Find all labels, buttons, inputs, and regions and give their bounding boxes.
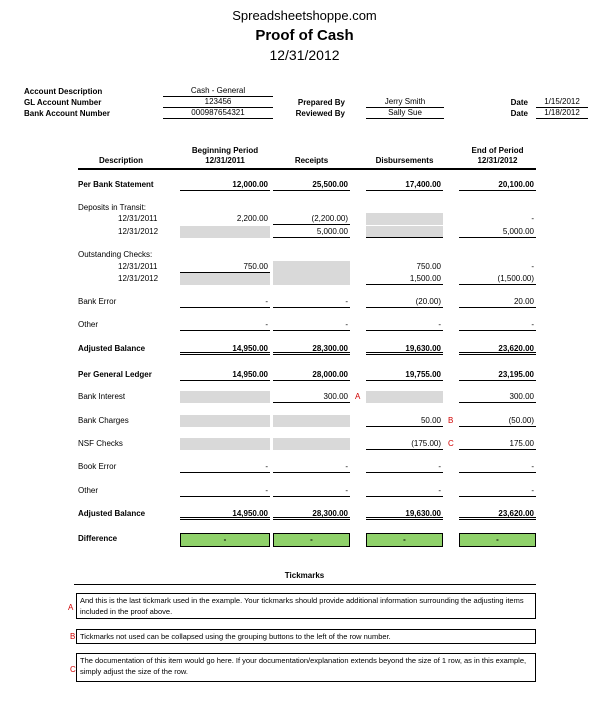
adj2-end-cell: 23,620.00 — [459, 508, 536, 520]
reviewed-by-label: Reviewed By — [295, 109, 345, 118]
gl-account-value: 123456 — [163, 97, 273, 108]
adj2-label: Adjusted Balance — [78, 509, 146, 518]
dit1-end-cell: - — [531, 214, 534, 223]
dit2-label: 12/31/2012 — [118, 227, 159, 236]
difference-dis-cell: - — [366, 533, 443, 547]
nsf-dis-cell: (175.00) — [366, 438, 443, 450]
prepared-by-value: Jerry Smith — [366, 97, 444, 108]
prepared-date-label: Date — [510, 98, 528, 107]
bank-interest-dis-cell — [366, 391, 443, 403]
other2-beg-cell: - — [180, 485, 270, 497]
bank-error-rec-cell: - — [273, 296, 350, 308]
bank-charges-label: Bank Charges — [78, 416, 129, 425]
tickmarks-rule — [74, 584, 536, 585]
tickmark-c-note: The documentation of this item would go here. If your documentation/explanation extends beyond the size of 1 row, as in this example, simply adjust the size of the row. — [76, 653, 536, 682]
col-beginning-1: Beginning Period — [191, 146, 259, 155]
bank-account-value: 000987654321 — [163, 108, 273, 119]
other2-end-cell: - — [459, 485, 536, 497]
dit1-dis-cell — [366, 213, 443, 225]
difference-label: Difference — [78, 534, 118, 543]
book-error-end-cell: - — [459, 461, 536, 473]
reviewed-date-value: 1/18/2012 — [536, 108, 588, 119]
dit2-dis-cell — [366, 226, 443, 238]
oc2-beg-cell — [180, 273, 270, 285]
bank-interest-label: Bank Interest — [78, 392, 126, 401]
col-beginning-2: 12/31/2011 — [205, 156, 245, 165]
col-end-2: 12/31/2012 — [477, 156, 518, 165]
bank-interest-tickmark: A — [355, 392, 361, 401]
oc-label: Outstanding Checks: — [78, 250, 153, 259]
nsf-tickmark: C — [448, 439, 454, 448]
col-end-1: End of Period — [471, 146, 524, 155]
adj1-rec-cell: 28,300.00 — [273, 343, 350, 355]
other1-beg-cell: - — [180, 319, 270, 331]
adj1-beg-cell: 14,950.00 — [180, 343, 270, 355]
adj1-end-cell: 23,620.00 — [459, 343, 536, 355]
oc2-label: 12/31/2012 — [118, 274, 159, 283]
difference-end-cell: - — [459, 533, 536, 547]
bank-error-end-cell: 20.00 — [459, 296, 536, 308]
per-gl-end-cell: 23,195.00 — [459, 369, 536, 381]
bank-charges-rec-cell — [273, 415, 350, 427]
col-disbursements: Disbursements — [375, 156, 434, 165]
page-title: Proof of Cash — [255, 27, 354, 44]
bank-error-beg-cell: - — [180, 296, 270, 308]
nsf-label: NSF Checks — [78, 439, 123, 448]
tickmark-b-note: Tickmarks not used can be collapsed using the grouping buttons to the left of the row number. — [76, 629, 536, 644]
book-error-beg-cell: - — [180, 461, 270, 473]
per-gl-beg-cell: 14,950.00 — [180, 369, 270, 381]
oc2-end-cell: (1,500.00) — [459, 273, 536, 285]
adj2-dis-cell: 19,630.00 — [366, 508, 443, 520]
bank-interest-rec-cell: 300.00 — [273, 391, 350, 403]
oc2-dis-cell: 1,500.00 — [366, 273, 443, 285]
reviewed-by-value: Sally Sue — [366, 108, 444, 119]
nsf-end-cell: 175.00 — [459, 438, 536, 450]
other1-dis-cell: - — [366, 319, 443, 331]
bank-error-label: Bank Error — [78, 297, 117, 306]
prepared-date-value: 1/15/2012 — [536, 97, 588, 108]
book-error-dis-cell: - — [366, 461, 443, 473]
tickmark-b-letter: B — [70, 632, 76, 641]
per-gl-dis-cell: 19,755.00 — [366, 369, 443, 381]
difference-rec-cell: - — [273, 533, 350, 547]
dit2-end-cell: 5,000.00 — [459, 226, 536, 238]
dit-label: Deposits in Transit: — [78, 203, 147, 212]
gl-account-label: GL Account Number — [24, 98, 102, 107]
tickmark-a-note: And this is the last tickmark used in the example. Your tickmarks should provide additional information surrounding the adjusting items included in the proof above. — [76, 593, 536, 619]
bank-charges-beg-cell — [180, 415, 270, 427]
account-description-label: Account Description — [24, 87, 103, 96]
col-description: Description — [98, 156, 143, 165]
bank-charges-end-cell: (50.00) — [459, 415, 536, 427]
oc1-end-cell: - — [531, 262, 534, 271]
bank-account-label: Bank Account Number — [24, 109, 110, 118]
oc1-label: 12/31/2011 — [118, 262, 158, 271]
bank-charges-dis-cell: 50.00 — [366, 415, 443, 427]
book-error-rec-cell: - — [273, 461, 350, 473]
bank-error-dis-cell: (20.00) — [366, 296, 443, 308]
other2-rec-cell: - — [273, 485, 350, 497]
reviewed-date-label: Date — [510, 109, 528, 118]
nsf-rec-cell — [273, 438, 350, 450]
per-bank-beg-cell: 12,000.00 — [180, 179, 270, 191]
per-gl-label: Per General Ledger — [78, 370, 152, 379]
tickmarks-title: Tickmarks — [284, 571, 325, 580]
adj2-rec-cell: 28,300.00 — [273, 508, 350, 520]
bank-interest-end-cell: 300.00 — [459, 391, 536, 403]
dit2-rec-cell: 5,000.00 — [273, 226, 350, 238]
per-gl-rec-cell: 28,000.00 — [273, 369, 350, 381]
nsf-beg-cell — [180, 438, 270, 450]
report-date: 12/31/2012 — [269, 47, 340, 63]
per-bank-rec-cell: 25,500.00 — [273, 179, 350, 191]
adj1-dis-cell: 19,630.00 — [366, 343, 443, 355]
oc2-rec-cell — [273, 273, 350, 285]
header-rule — [78, 168, 536, 170]
other1-label: Other — [78, 320, 99, 329]
book-error-label: Book Error — [78, 462, 117, 471]
dit1-label: 12/31/2011 — [118, 214, 158, 223]
per-bank-label: Per Bank Statement — [78, 180, 154, 189]
bank-interest-beg-cell — [180, 391, 270, 403]
oc1-rec-cell — [273, 261, 350, 273]
prepared-by-label: Prepared By — [297, 98, 345, 107]
difference-beg-cell: - — [180, 533, 270, 547]
other2-dis-cell: - — [366, 485, 443, 497]
account-description-value: Cash - General — [163, 86, 273, 97]
site-name: Spreadsheetshoppe.com — [232, 8, 377, 23]
dit1-beg-cell: 2,200.00 — [236, 214, 268, 223]
adj1-label: Adjusted Balance — [78, 344, 146, 353]
bank-charges-tickmark: B — [448, 416, 454, 425]
other1-end-cell: - — [459, 319, 536, 331]
col-receipts: Receipts — [294, 156, 329, 165]
per-bank-end-cell: 20,100.00 — [459, 179, 536, 191]
other1-rec-cell: - — [273, 319, 350, 331]
dit2-beg-cell — [180, 226, 270, 238]
tickmark-a-letter: A — [68, 603, 74, 612]
oc1-dis-cell: 750.00 — [416, 262, 441, 271]
per-bank-dis-cell: 17,400.00 — [366, 179, 443, 191]
other2-label: Other — [78, 486, 99, 495]
adj2-beg-cell: 14,950.00 — [180, 508, 270, 520]
tickmark-c-letter: C — [70, 665, 76, 674]
dit1-rec-cell: (2,200.00) — [273, 213, 350, 225]
oc1-beg-cell: 750.00 — [180, 261, 270, 273]
